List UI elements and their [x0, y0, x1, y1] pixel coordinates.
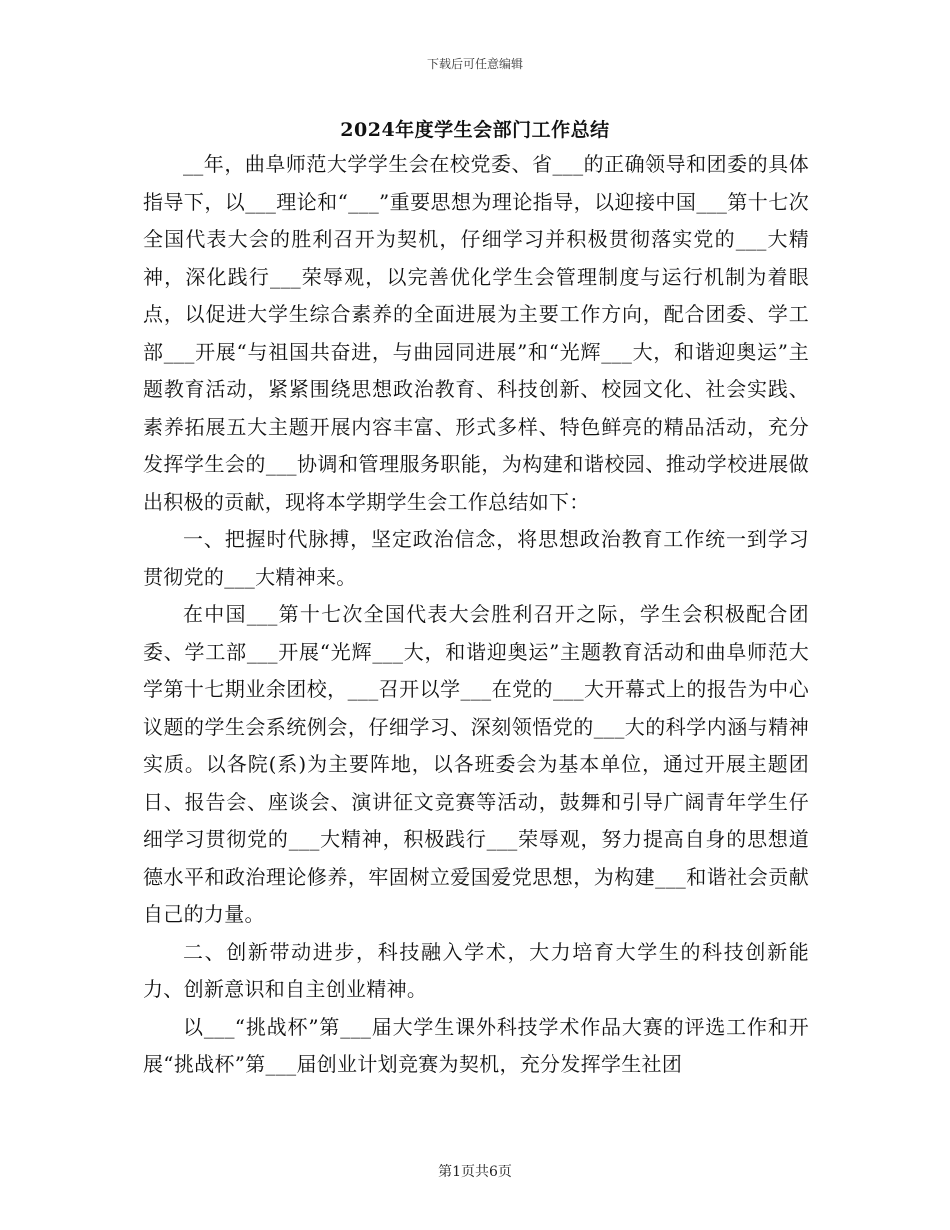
paragraph-section-1-body: 在中国___第十七次全国代表大会胜利召开之际，学生会积极配合团委、学工部___开展“光辉___大，和谐迎奥运”主题教育活动和曲阜师范大学第十七期业余团校，___召开以学___在党的___大开幕式上的报告为中心议题的学生会系统例会，仔细学习、深刻领悟党的___大的科学内涵与精神实质。以各院(系)为主要阵地，以各班委会为基本单位，通过开展主题团日、报告会、座谈会、演讲征文竞赛等活动，鼓舞和引导广阔青年学生仔细学习贯彻党的___大精神，积极践行___荣辱观，努力提高自身的思想道德水平和政治理论修养，牢固树立爱国爱党思想，为构建___和谐社会贡献自己的力量。 [143, 602, 809, 926]
document-title: 2024年度学生会部门工作总结 [340, 119, 610, 141]
paragraph-section-2-heading: 二、创新带动进步，科技融入学术，大力培育大学生的科技创新能力、创新意识和自主创业精神。 [143, 939, 809, 1001]
paragraph-intro: __年，曲阜师范大学学生会在校党委、省___的正确领导和团委的具体指导下，以___理论和“___”重要思想为理论指导，以迎接中国___第十七次全国代表大会的胜利召开为契机，仔细学习并积极贯彻落实党的___大精神，深化践行___荣辱观，以完善优化学生会管理制度与运行机制为着眼点，以促进大学生综合素养的全面进展为主要工作方向，配合团委、学工部___开展“与祖国共奋进，与曲园同进展”和“光辉___大，和谐迎奥运”主题教育活动，紧紧围绕思想政治教育、科技创新、校园文化、社会实践、素养拓展五大主题开展内容丰富、形式多样、特色鲜亮的精品活动，充分发挥学生会的___协调和管理服务职能，为构建和谐校园、推动学校进展做出积极的贡献，现将本学期学生会工作总结如下： [143, 152, 809, 514]
page-number: 第1页共6页 [438, 1164, 512, 1180]
paragraph-section-1-heading: 一、把握时代脉搏，坚定政治信念，将思想政治教育工作统一到学习贯彻党的___大精神来。 [143, 527, 809, 589]
document-body [143, 146, 809, 1084]
paragraph-section-2-body: 以___“挑战杯”第___届大学生课外科技学术作品大赛的评选工作和开展“挑战杯”第___届创业计划竞赛为契机，充分发挥学生社团 [143, 1014, 809, 1076]
header-note: 下载后可任意编辑 [426, 57, 523, 71]
